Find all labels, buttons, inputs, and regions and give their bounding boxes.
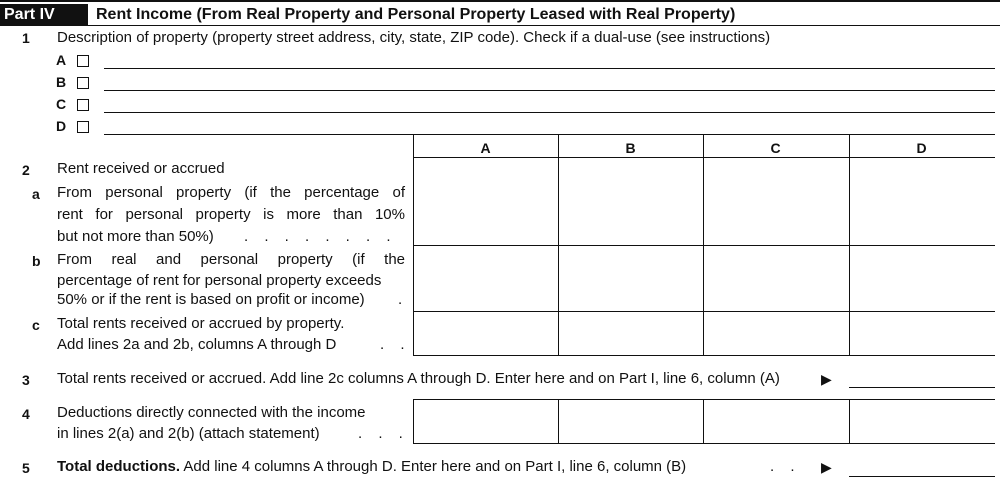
header-underline [0,25,1000,26]
line-2a-letter: a [32,186,40,202]
line-2a-leader-dots: . . . . . . . . [244,228,397,245]
line-4-divider-ab [558,399,559,444]
line-5-arrow-icon: ▶ [821,459,832,475]
property-letter-d: D [56,118,67,134]
line-2-number: 2 [22,162,30,178]
grid-row-rule-2b [413,311,995,312]
line-1-number: 1 [22,30,30,46]
property-letter-a: A [56,52,67,68]
grid-header-rule [413,157,995,158]
line-2c-leader-dots: . . [380,336,411,353]
line-2a-text-3: but not more than 50%) [57,228,214,245]
line-4-divider-cd [849,399,850,444]
part-title: Rent Income (From Real Property and Personal Property Leased with Real Property) [96,6,736,23]
column-header-b: B [625,140,636,156]
line-3-amount-field[interactable] [849,387,995,388]
line-2c-letter: c [32,317,40,333]
line-5-leader-dots: . . [770,458,801,475]
line-3-text: Total rents received or accrued. Add line 2c columns A through D. Enter here and on Part I, line 6, column (A) [57,370,780,387]
top-rule [0,0,1000,2]
line-4-grid-top [413,399,995,400]
line-4-grid-left [413,399,414,444]
line-4-text-1: Deductions directly connected with the income [57,404,366,421]
line-4-number: 4 [22,406,30,422]
line-4-grid-bottom [413,443,995,444]
dual-use-checkbox-a[interactable] [77,55,89,67]
property-description-field-d[interactable] [104,134,995,135]
line-1-text: Description of property (property street address, city, state, ZIP code). Check if a dual-use (see instructions) [57,29,771,46]
line-4-text-2: in lines 2(a) and 2(b) (attach statement) [57,425,320,442]
grid-bottom-rule [413,355,995,356]
dual-use-checkbox-c[interactable] [77,99,89,111]
column-header-c: C [770,140,781,156]
line-3-arrow-icon: ▶ [821,371,832,387]
line-5-instruction: Add line 4 columns A through D. Enter here and on Part I, line 6, column (B) [180,458,687,475]
line-2b-text-1: From real and personal property (if the [57,251,405,268]
column-header-d: D [916,140,927,156]
property-description-field-b[interactable] [104,90,995,91]
part-label: Part IV [0,4,88,25]
line-2-text: Rent received or accrued [57,160,225,177]
line-4-leader-dots: . . . [358,425,409,442]
property-letter-b: B [56,74,67,90]
column-header-a: A [480,140,491,156]
line-3-number: 3 [22,372,30,388]
property-description-field-a[interactable] [104,68,995,69]
line-5-text [57,456,686,478]
line-2c-text-1: Total rents received or accrued by property. [57,315,345,332]
line-2b-leader-dots: . [398,291,403,308]
line-5-amount-field[interactable] [849,476,995,477]
line-4-divider-bc [703,399,704,444]
property-letter-c: C [56,96,67,112]
line-2b-text-2: percentage of rent for personal property exceeds [57,272,382,289]
dual-use-checkbox-b[interactable] [77,77,89,89]
line-5-bold-label: Total deductions. [57,458,181,475]
line-2c-text-2: Add lines 2a and 2b, columns A through D [57,336,337,353]
grid-row-rule-2a [413,245,995,246]
line-2b-text-3: 50% or if the rent is based on profit or income) [57,291,365,308]
line-2a-text-1: From personal property (if the percentage of [57,184,405,201]
line-2b-letter: b [32,253,41,269]
dual-use-checkbox-d[interactable] [77,121,89,133]
line-5-number: 5 [22,460,30,476]
line-2a-text-2: rent for personal property is more than 10% [57,206,405,223]
property-description-field-c[interactable] [104,112,995,113]
